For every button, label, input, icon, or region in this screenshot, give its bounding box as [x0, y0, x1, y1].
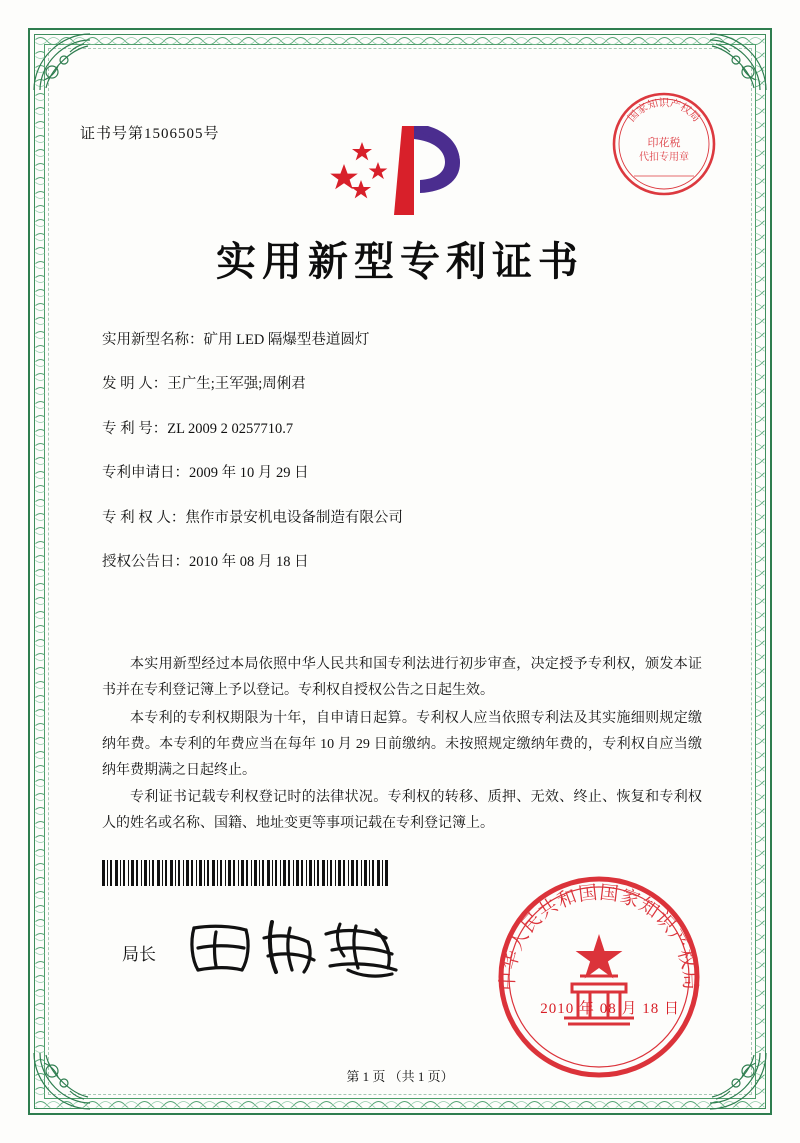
field-value: 王广生;王军强;周俐君	[167, 376, 306, 393]
field-row: 发 明 人：王广生;王军强;周俐君	[102, 376, 306, 393]
field-row: 专 利 权 人：焦作市景安机电设备制造有限公司	[102, 509, 403, 526]
field-row: 专 利 号：ZL 2009 2 0257710.7	[102, 420, 294, 437]
svg-text:代扣专用章: 代扣专用章	[639, 152, 689, 163]
field-label: 专 利 号	[102, 420, 153, 437]
certificate-content	[60, 60, 740, 1083]
field-label: 发 明 人	[102, 376, 153, 393]
field-label: 专利申请日	[102, 465, 175, 482]
official-seal	[494, 872, 704, 1082]
body-text	[102, 652, 702, 839]
field-list	[102, 332, 712, 598]
field-label: 专 利 权 人	[102, 509, 171, 526]
field-value: 2010 年 08 月 18 日	[189, 553, 309, 570]
paragraph: 本实用新型经过本局依照中华人民共和国专利法进行初步审查，决定授予专利权，颁发本证书并在专利登记簿上予以登记。专利权自授权公告之日起生效。	[102, 657, 702, 698]
field-value: 矿用 LED 隔爆型巷道圆灯	[203, 332, 370, 348]
svg-text:中华人民共和国国家知识产权局: 中华人民共和国国家知识产权局	[496, 881, 702, 992]
svg-text:印花税: 印花税	[647, 136, 681, 149]
certificate-number: 证书号第1506505号	[80, 126, 220, 142]
field-label: 实用新型名称	[102, 332, 189, 348]
field-value: 焦作市景安机电设备制造有限公司	[185, 509, 403, 526]
director-signature	[180, 912, 430, 982]
barcode	[102, 860, 392, 886]
field-label: 授权公告日	[102, 553, 175, 570]
svg-text:国家知识产权局: 国家知识产权局	[625, 97, 703, 125]
page-footer: 第 1 页 （共 1 页）	[346, 1069, 454, 1084]
field-row: 专利申请日：2009 年 10 月 29 日	[102, 465, 309, 482]
field-value: 2009 年 10 月 29 日	[189, 465, 309, 482]
seal-date: 2010 年 08 月 18 日	[540, 1001, 680, 1017]
page-title: 实用新型专利证书	[216, 238, 584, 285]
field-row: 授权公告日：2010 年 08 月 18 日	[102, 553, 309, 570]
paragraph: 专利证书记载专利权登记时的法律状况。专利权的转移、质押、无效、终止、恢复和专利权人的姓名或名称、国籍、地址变更等事项记载在专利登记簿上。	[102, 790, 702, 832]
tax-stamp-seal	[610, 90, 718, 198]
signature-label: 局长	[122, 945, 156, 964]
sipo-logo-icon	[328, 118, 478, 223]
paragraph: 本专利的专利权期限为十年，自申请日起算。专利权人应当依照专利法及其实施细则规定缴纳年费。本专利的年费应当在每年 10 月 29 日前缴纳。未按照规定缴纳年费的，专利权自应当缴纳年费期满之日起终止。	[102, 710, 702, 778]
field-value: ZL 2009 2 0257710.7	[167, 420, 294, 437]
field-row: 实用新型名称：矿用 LED 隔爆型巷道圆灯	[102, 332, 370, 348]
